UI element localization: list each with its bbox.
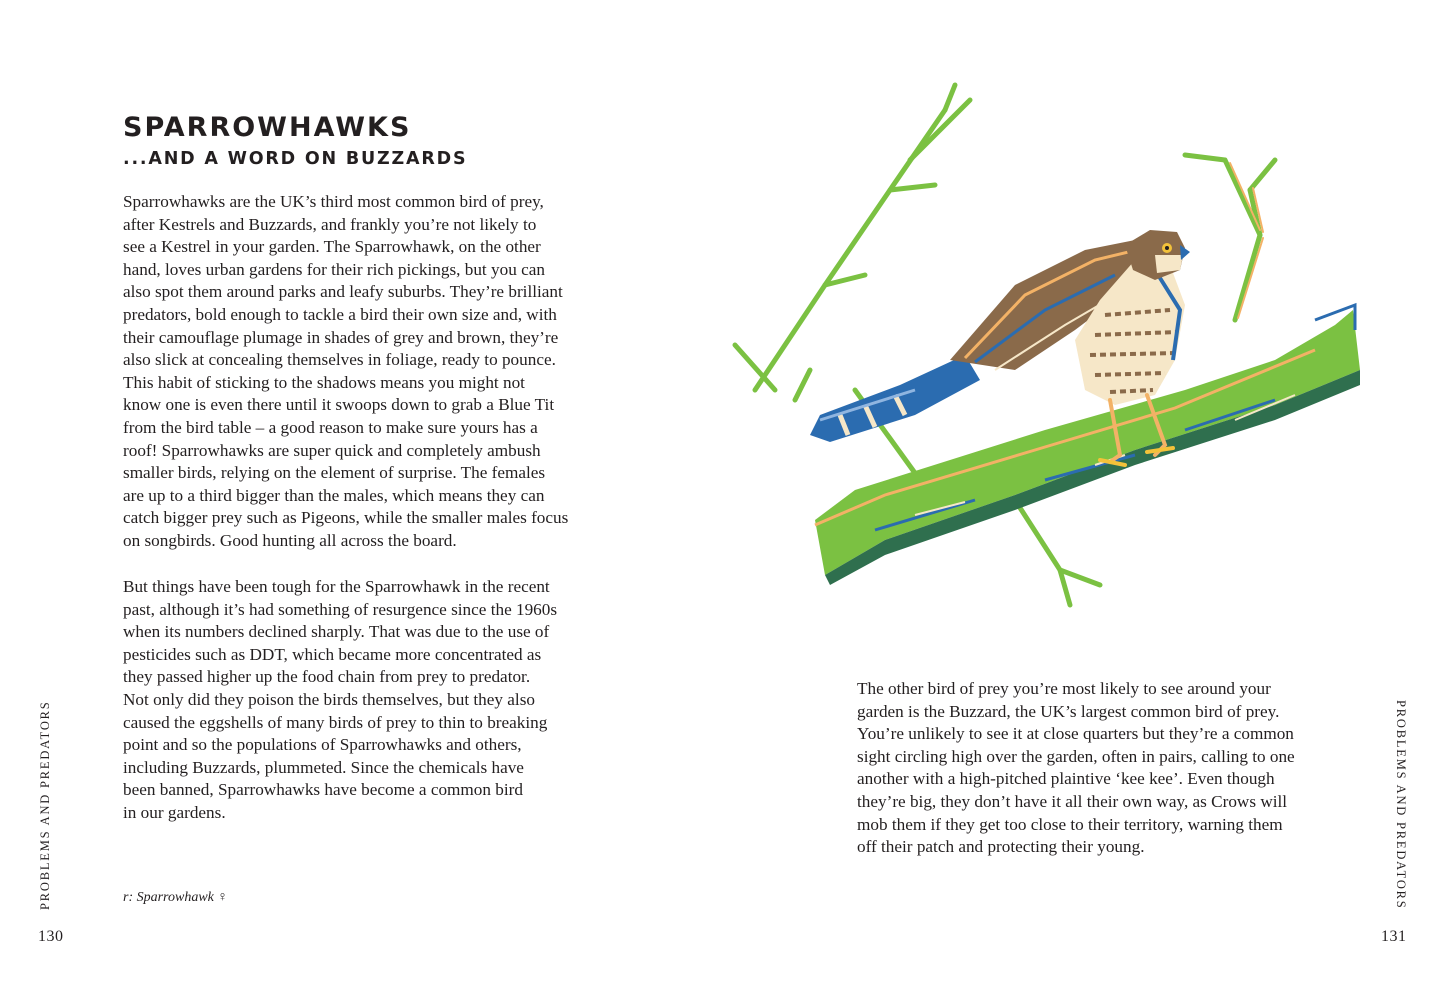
text-line: Sparrowhawks are the UK’s third most common bird of prey, [123, 192, 544, 211]
text-line: Not only did they poison the birds themselves, but they also [123, 689, 535, 709]
text-line: mob them if they get too close to their territory, warning them [857, 814, 1283, 834]
text-line: including Buzzards, plummeted. Since the chemicals have [123, 757, 524, 777]
text-line: off their patch and protecting their young. [857, 837, 1145, 857]
text-line: predators, bold enough to tackle a bird their own size and, with [123, 304, 557, 324]
text-line: point and so the populations of Sparrowhawks and others, [123, 735, 522, 755]
running-head-left: PROBLEMS AND PREDATORS [38, 700, 52, 910]
text-line: hand, loves urban gardens for their rich pickings, but you can [123, 259, 545, 279]
paragraph-sparrowhawks [123, 191, 568, 553]
text-line: know one is even there until it swoops down to grab a Blue Tit [123, 395, 555, 415]
text-line: they’re big, they don’t have it all their own way, as Crows will [857, 791, 1288, 811]
text-line: caused the eggshells of many birds of prey to thin to breaking [123, 712, 548, 732]
left-page [0, 0, 722, 990]
running-head-right: PROBLEMS AND PREDATORS [1394, 700, 1408, 910]
page-number-right: 131 [1381, 928, 1407, 945]
text-line: see a Kestrel in your garden. The Sparrowhawk, on the other [123, 237, 541, 257]
text-line: pesticides such as DDT, which became more concentrated as [123, 644, 542, 664]
text-line: when its numbers declined sharply. That was due to the use of [123, 622, 550, 642]
text-line: garden is the Buzzard, the UK’s largest common bird of prey. [857, 701, 1280, 721]
text-line: been banned, Sparrowhawks have become a common bird [123, 780, 523, 800]
sparrowhawk-illustration [715, 70, 1375, 630]
text-line: sight circling high over the garden, often in pairs, calling to one [857, 746, 1295, 766]
text-line: they passed higher up the food chain from prey to predator. [123, 667, 531, 687]
text-line: another with a high-pitched plaintive ‘kee kee’. Even though [857, 769, 1275, 789]
text-line: smaller birds, relying on the element of surprise. The females [123, 463, 546, 483]
text-line: This habit of sticking to the shadows means you might not [123, 372, 525, 392]
text-line: their camouflage plumage in shades of grey and brown, they’re [123, 327, 559, 347]
text-line: But things have been tough for the Sparrowhawk in the recent [123, 577, 550, 596]
paragraph-decline [123, 576, 557, 825]
text-line: also spot them around parks and leafy suburbs. They’re brilliant [123, 282, 563, 302]
text-line: from the bird table – a good reason to make sure yours has a [123, 417, 538, 437]
text-line: catch bigger prey such as Pigeons, while the smaller males focus [123, 508, 569, 528]
text-line: past, although it’s had something of resurgence since the 1960s [123, 599, 558, 619]
text-line: The other bird of prey you’re most likely to see around your [857, 679, 1271, 698]
paragraph-buzzards [857, 678, 1295, 859]
text-line: on songbirds. Good hunting all across the board. [123, 530, 457, 550]
bird-tail [810, 355, 980, 442]
text-line: also slick at concealing themselves in foliage, ready to pounce. [123, 350, 556, 370]
page-number-left: 130 [38, 928, 64, 945]
illustration-caption: r: Sparrowhawk ♀ [123, 890, 228, 905]
page-title: SPARROWHAWKS [123, 112, 412, 143]
text-line: roof! Sparrowhawks are super quick and completely ambush [123, 440, 541, 460]
text-line: are up to a third bigger than the males, which means they can [123, 485, 545, 505]
text-line: You’re unlikely to see it at close quarters but they’re a common [857, 724, 1294, 744]
text-line: after Kestrels and Buzzards, and frankly you’re not likely to [123, 214, 537, 234]
page-subtitle: ...AND A WORD ON BUZZARDS [123, 149, 468, 169]
text-line: in our gardens. [123, 802, 226, 822]
